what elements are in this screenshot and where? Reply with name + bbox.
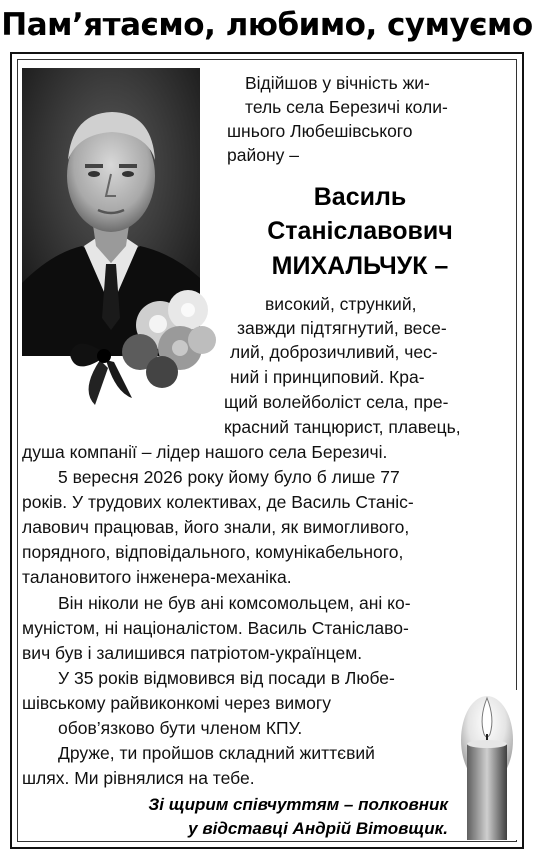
flowers-with-ribbon [70, 280, 220, 410]
body-line: ний і принциповий. Кра- [230, 367, 425, 387]
page-title: Пам’ятаємо, любимо, сумуємо [1, 7, 533, 43]
body-line: красний танцюрист, плавець, [224, 417, 461, 437]
body-line: лавович працював, його знали, як вимогливого, [22, 517, 410, 537]
body-line: Він ніколи не був ані комсомольцем, ані ко- [58, 593, 411, 613]
body-line: Друже, ти пройшов складний життєвий [58, 743, 375, 763]
body-line: лий, доброзичливий, чес- [230, 342, 438, 362]
body-line: шівському райвиконкомі через вимогу [22, 693, 332, 713]
body-line: високий, стрункий, [265, 294, 417, 314]
body-line: 5 вересня 2026 року йому було б лише 77 [58, 467, 400, 487]
signature-line: у відставці Андрій Вітовщик. [188, 819, 448, 838]
body-line: У 35 років відмовився від посади в Любе- [58, 668, 395, 688]
body-line: муністом, ні націоналістом. Василь Станіславо- [22, 618, 409, 638]
body-line: душа компанії – лідер нашого села Березичі. [22, 442, 388, 462]
intro-line: шнього Любешівського [227, 121, 413, 141]
deceased-patronymic: Станіславович [267, 217, 453, 245]
deceased-surname: МИХАЛЬЧУК – [271, 252, 449, 280]
deceased-first-name: Василь [313, 183, 407, 211]
signature-line: Зі щирим співчуттям – полковник [148, 795, 448, 814]
intro-line: району – [227, 145, 299, 165]
body-line: років. У трудових колективах, де Василь Станіс- [22, 492, 414, 512]
intro-line: Відійшов у вічність жи- [245, 73, 430, 93]
body-line: завжди підтягнутий, весе- [237, 318, 447, 338]
intro-line: тель села Березичі коли- [245, 97, 448, 117]
candle-icon [455, 690, 519, 840]
body-line: талановитого інженера-механіка. [22, 567, 292, 587]
body-line: обов’язково бути членом КПУ. [58, 718, 303, 738]
body-line: порядного, відповідального, комунікабельного, [22, 542, 404, 562]
body-line: щий волейболіст села, пре- [224, 392, 449, 412]
body-line: вич був і залишився патріотом-українцем. [22, 643, 363, 663]
body-line: шлях. Ми рівнялися на тебе. [22, 768, 255, 788]
